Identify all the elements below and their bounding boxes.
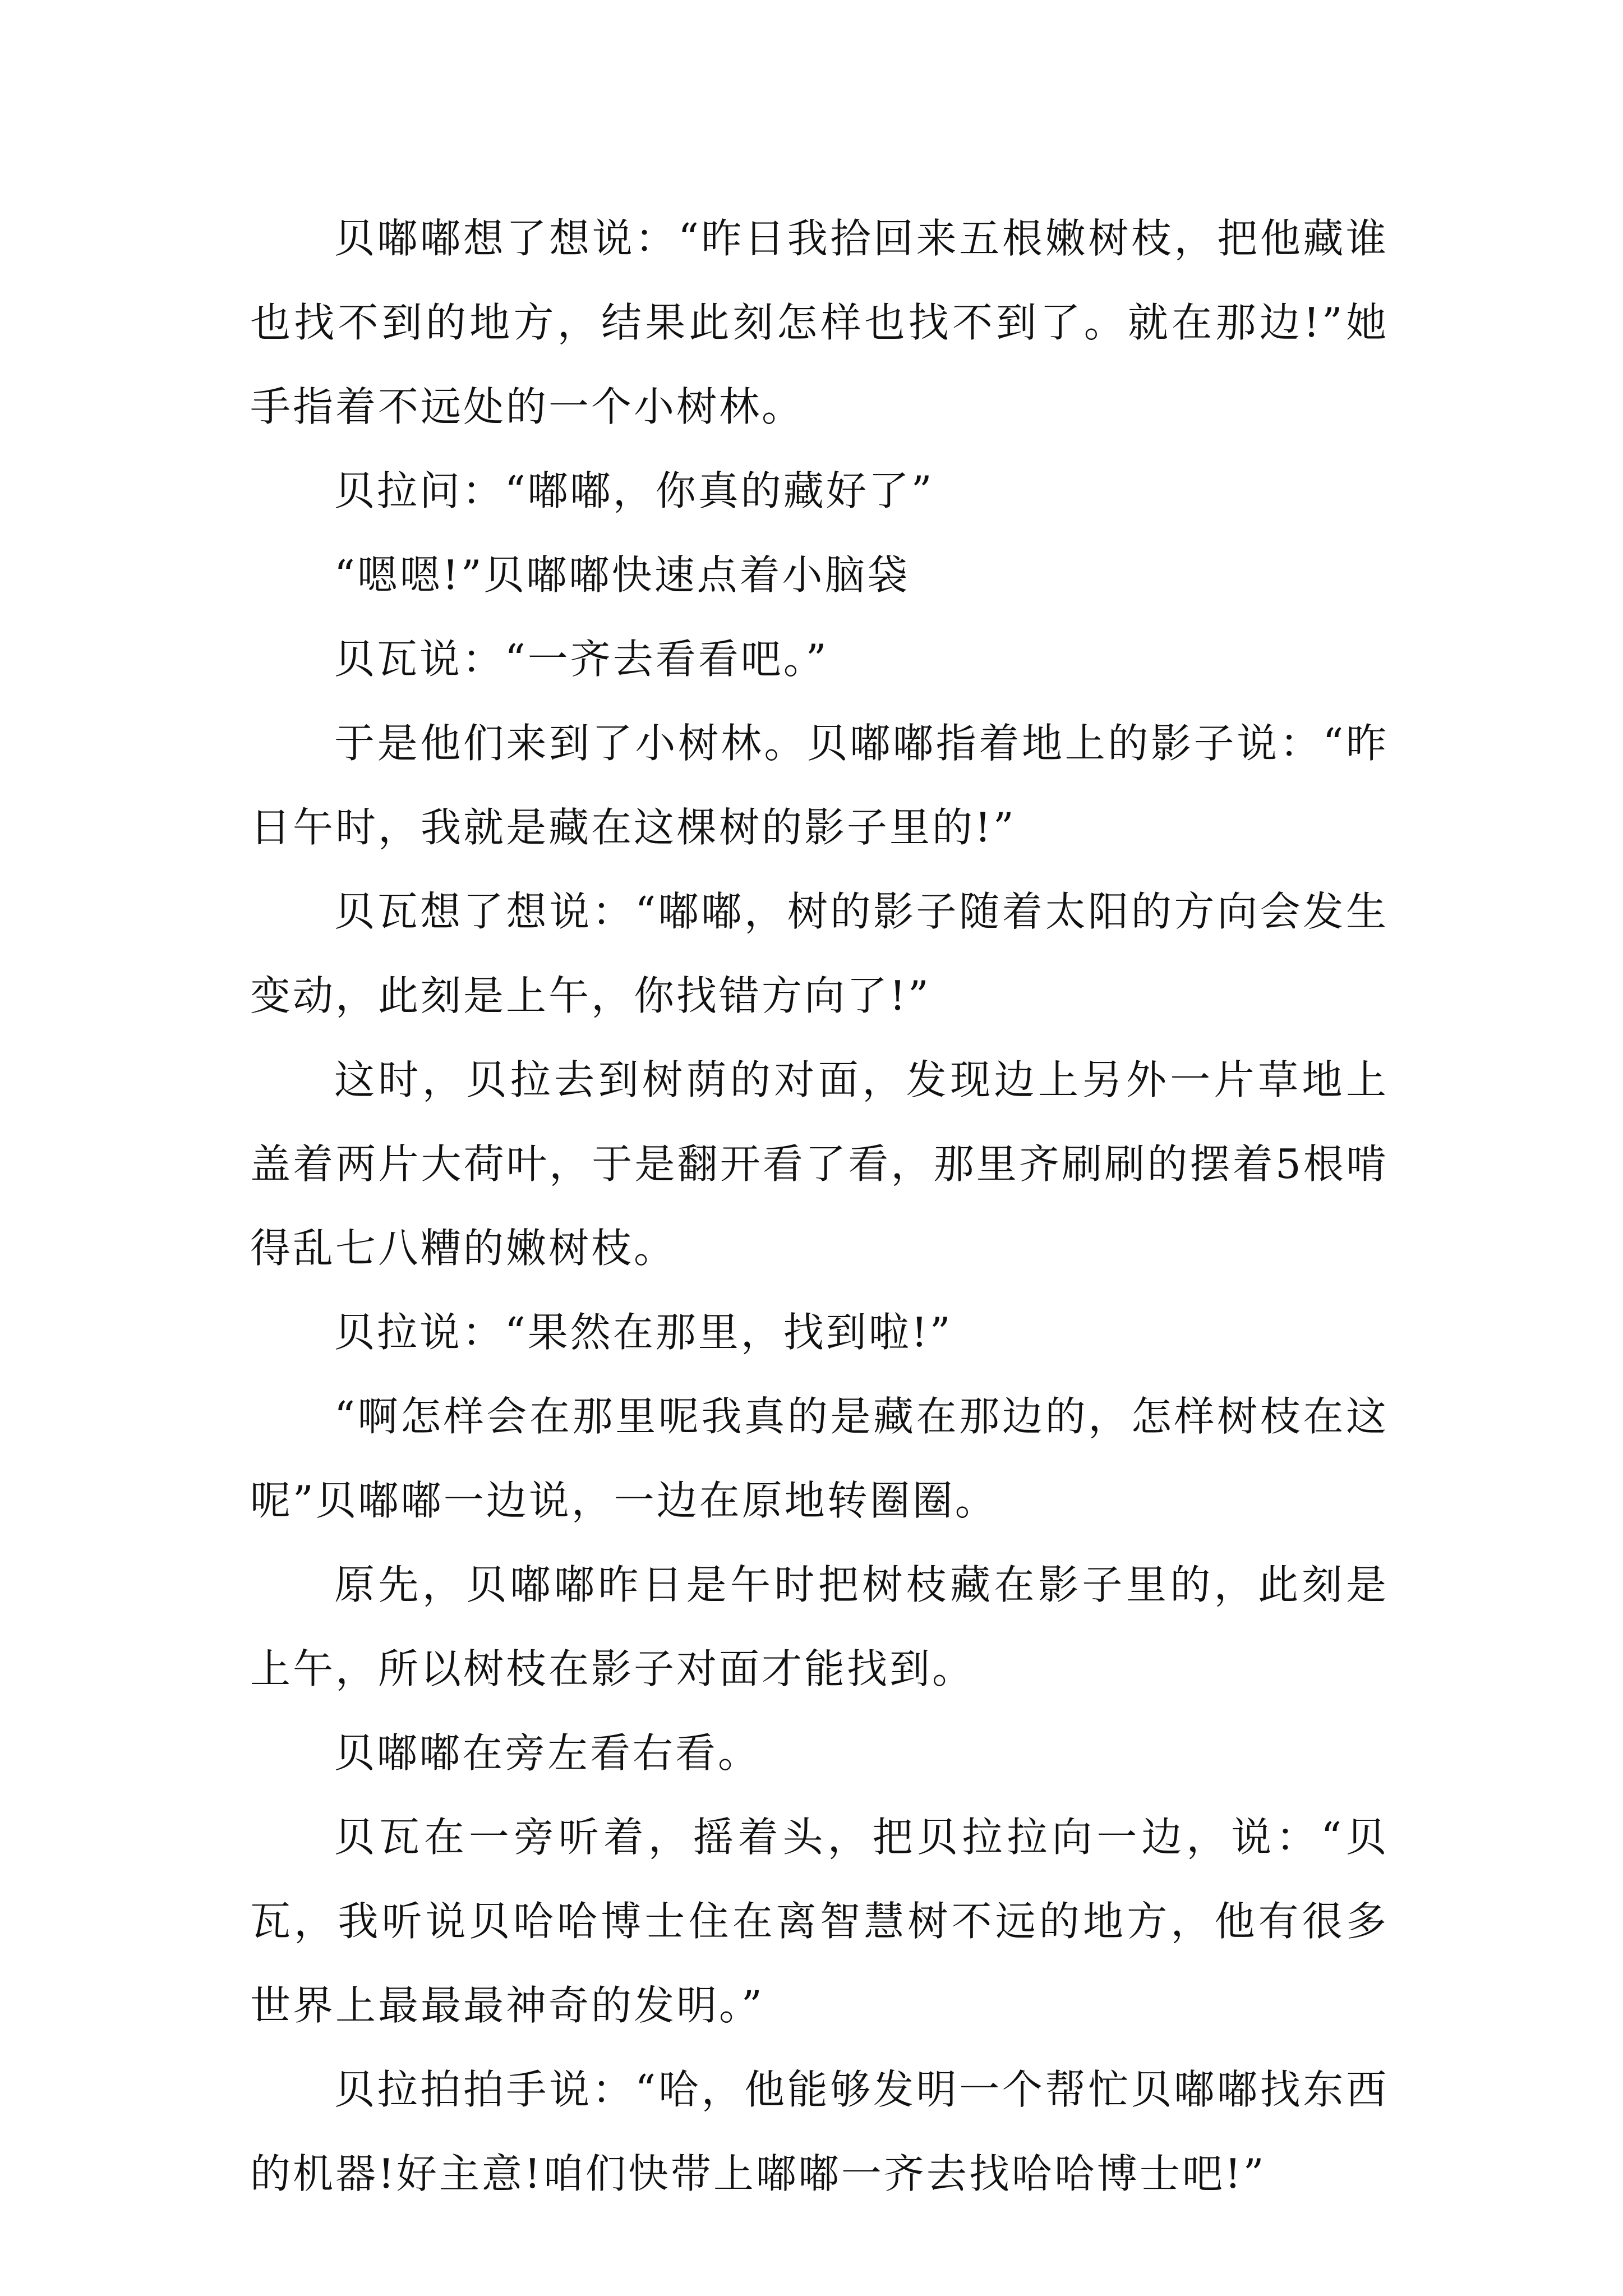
paragraph: “嗯嗯!”贝嘟嘟快速点着小脑袋 bbox=[334, 551, 910, 599]
paragraph: 贝瓦想了想说：“嘟嘟，树的影子随着太阳的方向会发生变动，此刻是上午，你找错方向了!” bbox=[250, 888, 1389, 1019]
paragraph: 贝拉说：“果然在那里，找到啦!” bbox=[334, 1309, 953, 1356]
paragraph: 贝嘟嘟在旁左看右看。 bbox=[334, 1729, 761, 1777]
paragraph: 贝瓦在一旁听着，摇着头，把贝拉拉向一边，说：“贝瓦，我听说贝哈哈博士住在离智慧树不远的地方，他有很多世界上最最最神奇的发明。” bbox=[250, 1814, 1389, 2029]
paragraph: 贝嘟嘟想了想说：“昨日我拾回来五根嫩树枝，把他藏谁也找不到的地方，结果此刻怎样也找不到了。就在那边!”她手指着不远处的一个小树林。 bbox=[250, 215, 1389, 430]
document-page bbox=[250, 196, 1389, 2216]
paragraph: 于是他们来到了小树林。贝嘟嘟指着地上的影子说：“昨日午时，我就是藏在这棵树的影子里的!” bbox=[250, 720, 1389, 851]
paragraph: 贝拉问：“嘟嘟，你真的藏好了” bbox=[334, 467, 934, 514]
paragraph: 原先，贝嘟嘟昨日是午时把树枝藏在影子里的，此刻是上午，所以树枝在影子对面才能找到。 bbox=[250, 1561, 1389, 1692]
paragraph: 贝拉拍拍手说：“哈，他能够发明一个帮忙贝嘟嘟找东西的机器!好主意!咱们快带上嘟嘟一齐去找哈哈博士吧!” bbox=[250, 2066, 1389, 2197]
paragraph: 这时，贝拉去到树荫的对面，发现边上另外一片草地上盖着两片大荷叶，于是翻开看了看，那里齐刷刷的摆着5根啃得乱七八糟的嫩树枝。 bbox=[250, 1056, 1389, 1272]
paragraph: 贝瓦说：“一齐去看看吧。” bbox=[334, 636, 829, 683]
paragraph: “啊怎样会在那里呢我真的是藏在那边的，怎样树枝在这呢”贝嘟嘟一边说，一边在原地转圈圈。 bbox=[250, 1393, 1389, 1524]
